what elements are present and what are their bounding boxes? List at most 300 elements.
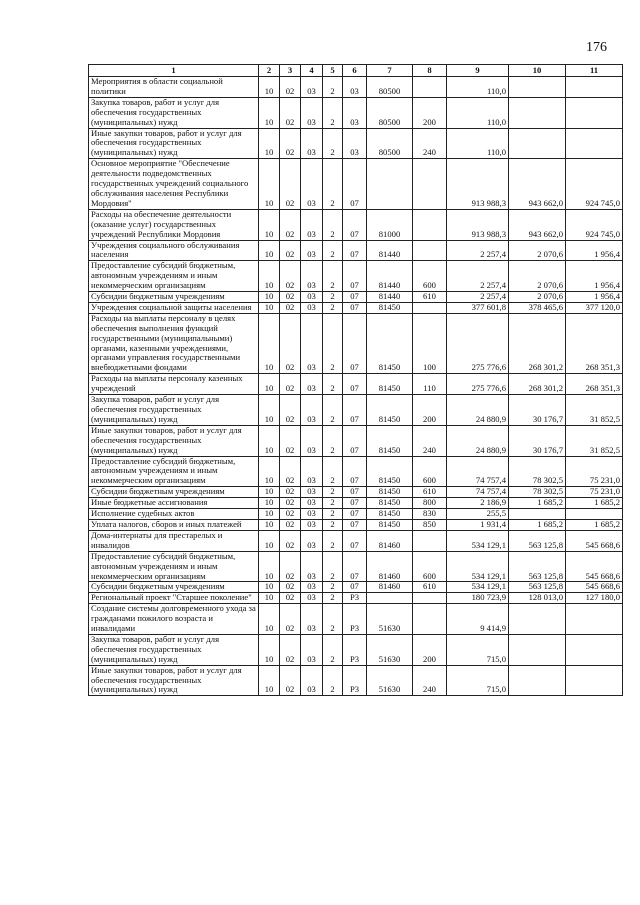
cell-col-11: 924 745,0 — [566, 159, 623, 210]
cell-col-8 — [413, 240, 447, 261]
cell-col-2: 10 — [259, 634, 280, 665]
table-row — [89, 509, 623, 520]
row-label: Закупка товаров, работ и услуг для обеспечения государственных (муниципальных) нужд — [89, 97, 259, 128]
cell-col-5: 2 — [323, 374, 343, 395]
cell-col-9: 534 129,1 — [447, 530, 509, 551]
column-header-1: 1 — [89, 65, 259, 77]
cell-col-10: 563 125,8 — [509, 551, 566, 582]
cell-col-5: 2 — [323, 665, 343, 696]
cell-col-6: 07 — [343, 456, 367, 487]
cell-col-4: 03 — [301, 519, 323, 530]
cell-col-9: 74 757,4 — [447, 487, 509, 498]
cell-col-7: 81440 — [367, 292, 413, 303]
cell-col-10 — [509, 509, 566, 520]
cell-col-10: 1 685,2 — [509, 498, 566, 509]
row-label: Предоставление субсидий бюджетным, автономным учреждениям и иным некоммерческим организациям — [89, 261, 259, 292]
cell-col-9: 24 880,9 — [447, 425, 509, 456]
cell-col-10: 943 662,0 — [509, 209, 566, 240]
cell-col-2: 10 — [259, 374, 280, 395]
cell-col-8: 200 — [413, 395, 447, 426]
table-row — [89, 665, 623, 696]
cell-col-6: Р3 — [343, 604, 367, 635]
cell-col-4: 03 — [301, 582, 323, 593]
cell-col-7: 81440 — [367, 240, 413, 261]
row-label: Создание системы долговременного ухода за гражданами пожилого возраста и инвалидами — [89, 604, 259, 635]
cell-col-2: 10 — [259, 593, 280, 604]
cell-col-6: 07 — [343, 487, 367, 498]
cell-col-8: 610 — [413, 487, 447, 498]
cell-col-5: 2 — [323, 530, 343, 551]
cell-col-8: 610 — [413, 582, 447, 593]
cell-col-2: 10 — [259, 487, 280, 498]
table-row — [89, 634, 623, 665]
cell-col-11: 1 956,4 — [566, 261, 623, 292]
column-header-6: 6 — [343, 65, 367, 77]
cell-col-4: 03 — [301, 487, 323, 498]
row-label: Субсидии бюджетным учреждениям — [89, 292, 259, 303]
cell-col-11: 1 956,4 — [566, 240, 623, 261]
cell-col-9: 275 776,6 — [447, 374, 509, 395]
cell-col-4: 03 — [301, 240, 323, 261]
cell-col-11: 545 668,6 — [566, 582, 623, 593]
cell-col-2: 10 — [259, 128, 280, 159]
cell-col-5: 2 — [323, 582, 343, 593]
row-label: Закупка товаров, работ и услуг для обеспечения государственных (муниципальных) нужд — [89, 634, 259, 665]
cell-col-6: 07 — [343, 159, 367, 210]
cell-col-9: 1 931,4 — [447, 519, 509, 530]
cell-col-3: 02 — [280, 261, 301, 292]
cell-col-8 — [413, 593, 447, 604]
cell-col-9: 534 129,1 — [447, 551, 509, 582]
cell-col-10: 268 301,2 — [509, 313, 566, 373]
cell-col-11: 75 231,0 — [566, 487, 623, 498]
cell-col-5: 2 — [323, 519, 343, 530]
row-label: Предоставление субсидий бюджетным, автономным учреждениям и иным некоммерческим организациям — [89, 456, 259, 487]
row-label: Расходы на выплаты персоналу в целях обеспечения выполнения функций государственными (муниципальными) органами, казенными учреждениями, органами управления государственными внебюджетными фондами — [89, 313, 259, 373]
row-label: Иные закупки товаров, работ и услуг для обеспечения государственных (муниципальных) нужд — [89, 665, 259, 696]
cell-col-8: 200 — [413, 97, 447, 128]
cell-col-11 — [566, 604, 623, 635]
cell-col-2: 10 — [259, 582, 280, 593]
page-number: 176 — [586, 40, 607, 55]
cell-col-11 — [566, 77, 623, 98]
cell-col-9: 110,0 — [447, 128, 509, 159]
cell-col-10 — [509, 97, 566, 128]
row-label: Закупка товаров, работ и услуг для обеспечения государственных (муниципальных) нужд — [89, 395, 259, 426]
cell-col-4: 03 — [301, 551, 323, 582]
cell-col-9: 275 776,6 — [447, 313, 509, 373]
cell-col-8: 200 — [413, 634, 447, 665]
cell-col-11: 1 956,4 — [566, 292, 623, 303]
table-row — [89, 593, 623, 604]
cell-col-9: 2 257,4 — [447, 240, 509, 261]
table-row — [89, 530, 623, 551]
cell-col-11 — [566, 665, 623, 696]
cell-col-5: 2 — [323, 551, 343, 582]
cell-col-4: 03 — [301, 530, 323, 551]
cell-col-2: 10 — [259, 665, 280, 696]
table-row — [89, 551, 623, 582]
cell-col-4: 03 — [301, 128, 323, 159]
cell-col-10: 1 685,2 — [509, 519, 566, 530]
row-label: Предоставление субсидий бюджетным, автономным учреждениям и иным некоммерческим организациям — [89, 551, 259, 582]
column-header-8: 8 — [413, 65, 447, 77]
cell-col-6: 07 — [343, 313, 367, 373]
cell-col-8 — [413, 604, 447, 635]
cell-col-9: 180 723,9 — [447, 593, 509, 604]
cell-col-11: 1 685,2 — [566, 519, 623, 530]
row-label: Иные бюджетные ассигнования — [89, 498, 259, 509]
cell-col-11: 924 745,0 — [566, 209, 623, 240]
cell-col-10 — [509, 128, 566, 159]
cell-col-6: 07 — [343, 519, 367, 530]
cell-col-8: 240 — [413, 665, 447, 696]
cell-col-6: 07 — [343, 551, 367, 582]
cell-col-3: 02 — [280, 487, 301, 498]
cell-col-4: 03 — [301, 425, 323, 456]
column-header-3: 3 — [280, 65, 301, 77]
cell-col-7 — [367, 593, 413, 604]
cell-col-5: 2 — [323, 240, 343, 261]
cell-col-7: 81450 — [367, 509, 413, 520]
cell-col-11: 545 668,6 — [566, 530, 623, 551]
cell-col-11: 127 180,0 — [566, 593, 623, 604]
cell-col-3: 02 — [280, 209, 301, 240]
cell-col-3: 02 — [280, 509, 301, 520]
cell-col-3: 02 — [280, 456, 301, 487]
cell-col-3: 02 — [280, 302, 301, 313]
cell-col-5: 2 — [323, 128, 343, 159]
table-row — [89, 240, 623, 261]
cell-col-6: Р3 — [343, 665, 367, 696]
cell-col-2: 10 — [259, 395, 280, 426]
cell-col-9: 255,5 — [447, 509, 509, 520]
cell-col-7: 81450 — [367, 487, 413, 498]
cell-col-10: 378 465,6 — [509, 302, 566, 313]
cell-col-9: 913 988,3 — [447, 159, 509, 210]
cell-col-3: 02 — [280, 374, 301, 395]
column-header-10: 10 — [509, 65, 566, 77]
cell-col-4: 03 — [301, 313, 323, 373]
cell-col-9: 110,0 — [447, 97, 509, 128]
row-label: Уплата налогов, сборов и иных платежей — [89, 519, 259, 530]
cell-col-2: 10 — [259, 261, 280, 292]
row-label: Основное мероприятие "Обеспечение деятельности подведомственных государственных учреждений социального обслуживания населения Республики Мордовия" — [89, 159, 259, 210]
column-header-7: 7 — [367, 65, 413, 77]
table-body — [89, 77, 623, 696]
cell-col-7: 81460 — [367, 530, 413, 551]
cell-col-11 — [566, 97, 623, 128]
cell-col-10 — [509, 634, 566, 665]
cell-col-5: 2 — [323, 159, 343, 210]
row-label: Субсидии бюджетным учреждениям — [89, 582, 259, 593]
cell-col-9: 110,0 — [447, 77, 509, 98]
cell-col-9: 715,0 — [447, 634, 509, 665]
cell-col-9: 9 414,9 — [447, 604, 509, 635]
cell-col-5: 2 — [323, 487, 343, 498]
cell-col-2: 10 — [259, 551, 280, 582]
cell-col-2: 10 — [259, 313, 280, 373]
cell-col-2: 10 — [259, 302, 280, 313]
table-row — [89, 374, 623, 395]
cell-col-3: 02 — [280, 425, 301, 456]
cell-col-11: 75 231,0 — [566, 456, 623, 487]
cell-col-9: 2 257,4 — [447, 292, 509, 303]
cell-col-8 — [413, 530, 447, 551]
cell-col-8: 100 — [413, 313, 447, 373]
cell-col-7: 81450 — [367, 302, 413, 313]
cell-col-8: 600 — [413, 261, 447, 292]
row-label: Учреждения социального обслуживания населения — [89, 240, 259, 261]
cell-col-4: 03 — [301, 159, 323, 210]
cell-col-5: 2 — [323, 313, 343, 373]
cell-col-3: 02 — [280, 97, 301, 128]
cell-col-4: 03 — [301, 665, 323, 696]
cell-col-10: 2 070,6 — [509, 292, 566, 303]
cell-col-4: 03 — [301, 634, 323, 665]
row-label: Иные закупки товаров, работ и услуг для обеспечения государственных (муниципальных) нужд — [89, 425, 259, 456]
cell-col-8: 600 — [413, 551, 447, 582]
cell-col-3: 02 — [280, 128, 301, 159]
table-row — [89, 604, 623, 635]
cell-col-2: 10 — [259, 456, 280, 487]
column-header-11: 11 — [566, 65, 623, 77]
cell-col-10: 943 662,0 — [509, 159, 566, 210]
table-header-row — [89, 65, 623, 77]
table-row — [89, 313, 623, 373]
column-header-5: 5 — [323, 65, 343, 77]
cell-col-10: 563 125,8 — [509, 582, 566, 593]
cell-col-5: 2 — [323, 509, 343, 520]
cell-col-9: 715,0 — [447, 665, 509, 696]
cell-col-9: 2 257,4 — [447, 261, 509, 292]
cell-col-9: 913 988,3 — [447, 209, 509, 240]
cell-col-3: 02 — [280, 582, 301, 593]
cell-col-4: 03 — [301, 395, 323, 426]
cell-col-9: 24 880,9 — [447, 395, 509, 426]
cell-col-10: 268 301,2 — [509, 374, 566, 395]
table-row — [89, 395, 623, 426]
table-row — [89, 97, 623, 128]
cell-col-5: 2 — [323, 97, 343, 128]
cell-col-5: 2 — [323, 604, 343, 635]
cell-col-9: 377 601,8 — [447, 302, 509, 313]
cell-col-9: 74 757,4 — [447, 456, 509, 487]
row-label: Иные закупки товаров, работ и услуг для обеспечения государственных (муниципальных) нужд — [89, 128, 259, 159]
cell-col-5: 2 — [323, 634, 343, 665]
cell-col-10: 2 070,6 — [509, 261, 566, 292]
cell-col-3: 02 — [280, 551, 301, 582]
cell-col-6: 07 — [343, 209, 367, 240]
table-row — [89, 77, 623, 98]
cell-col-7: 51630 — [367, 665, 413, 696]
cell-col-4: 03 — [301, 77, 323, 98]
row-label: Мероприятия в области социальной политики — [89, 77, 259, 98]
cell-col-4: 03 — [301, 292, 323, 303]
cell-col-6: 07 — [343, 509, 367, 520]
cell-col-4: 03 — [301, 302, 323, 313]
cell-col-11 — [566, 509, 623, 520]
column-header-4: 4 — [301, 65, 323, 77]
cell-col-5: 2 — [323, 209, 343, 240]
cell-col-8: 110 — [413, 374, 447, 395]
cell-col-3: 02 — [280, 530, 301, 551]
cell-col-5: 2 — [323, 292, 343, 303]
column-header-9: 9 — [447, 65, 509, 77]
row-label: Расходы на выплаты персоналу казенных учреждений — [89, 374, 259, 395]
cell-col-8: 610 — [413, 292, 447, 303]
cell-col-3: 02 — [280, 159, 301, 210]
cell-col-2: 10 — [259, 425, 280, 456]
cell-col-7: 80500 — [367, 77, 413, 98]
cell-col-11: 1 685,2 — [566, 498, 623, 509]
cell-col-6: 07 — [343, 292, 367, 303]
cell-col-10 — [509, 665, 566, 696]
cell-col-11: 31 852,5 — [566, 395, 623, 426]
cell-col-8: 240 — [413, 128, 447, 159]
cell-col-7: 81460 — [367, 582, 413, 593]
cell-col-6: 07 — [343, 395, 367, 426]
cell-col-3: 02 — [280, 292, 301, 303]
cell-col-6: 03 — [343, 77, 367, 98]
table-row — [89, 159, 623, 210]
cell-col-2: 10 — [259, 604, 280, 635]
table-row — [89, 302, 623, 313]
budget-table — [88, 64, 623, 696]
cell-col-3: 02 — [280, 604, 301, 635]
cell-col-9: 534 129,1 — [447, 582, 509, 593]
cell-col-7 — [367, 159, 413, 210]
cell-col-10: 30 176,7 — [509, 425, 566, 456]
cell-col-3: 02 — [280, 240, 301, 261]
cell-col-7: 81450 — [367, 313, 413, 373]
table-row — [89, 582, 623, 593]
cell-col-8: 850 — [413, 519, 447, 530]
cell-col-7: 81450 — [367, 374, 413, 395]
cell-col-6: 07 — [343, 302, 367, 313]
cell-col-5: 2 — [323, 498, 343, 509]
cell-col-7: 80500 — [367, 128, 413, 159]
cell-col-11: 268 351,3 — [566, 374, 623, 395]
cell-col-7: 81450 — [367, 425, 413, 456]
cell-col-4: 03 — [301, 209, 323, 240]
cell-col-6: 07 — [343, 498, 367, 509]
cell-col-8 — [413, 159, 447, 210]
cell-col-7: 51630 — [367, 634, 413, 665]
cell-col-7: 81450 — [367, 498, 413, 509]
cell-col-6: 03 — [343, 97, 367, 128]
cell-col-3: 02 — [280, 395, 301, 426]
cell-col-3: 02 — [280, 634, 301, 665]
cell-col-3: 02 — [280, 77, 301, 98]
cell-col-11: 377 120,0 — [566, 302, 623, 313]
cell-col-6: 03 — [343, 128, 367, 159]
cell-col-5: 2 — [323, 456, 343, 487]
cell-col-7: 81440 — [367, 261, 413, 292]
cell-col-5: 2 — [323, 593, 343, 604]
cell-col-8 — [413, 302, 447, 313]
cell-col-10 — [509, 77, 566, 98]
cell-col-7: 81450 — [367, 456, 413, 487]
table-row — [89, 498, 623, 509]
cell-col-4: 03 — [301, 97, 323, 128]
cell-col-2: 10 — [259, 77, 280, 98]
table-row — [89, 292, 623, 303]
cell-col-8 — [413, 77, 447, 98]
table-row — [89, 261, 623, 292]
cell-col-5: 2 — [323, 77, 343, 98]
cell-col-2: 10 — [259, 97, 280, 128]
cell-col-4: 03 — [301, 604, 323, 635]
cell-col-3: 02 — [280, 593, 301, 604]
cell-col-5: 2 — [323, 395, 343, 426]
cell-col-5: 2 — [323, 425, 343, 456]
cell-col-4: 03 — [301, 509, 323, 520]
cell-col-7: 81450 — [367, 519, 413, 530]
cell-col-2: 10 — [259, 509, 280, 520]
cell-col-4: 03 — [301, 498, 323, 509]
row-label: Региональный проект "Старшее поколение" — [89, 593, 259, 604]
row-label: Субсидии бюджетным учреждениям — [89, 487, 259, 498]
cell-col-11: 545 668,6 — [566, 551, 623, 582]
cell-col-10: 563 125,8 — [509, 530, 566, 551]
column-header-2: 2 — [259, 65, 280, 77]
cell-col-2: 10 — [259, 292, 280, 303]
table-row — [89, 519, 623, 530]
cell-col-2: 10 — [259, 498, 280, 509]
cell-col-6: 07 — [343, 261, 367, 292]
cell-col-3: 02 — [280, 665, 301, 696]
cell-col-6: Р3 — [343, 634, 367, 665]
cell-col-6: 07 — [343, 240, 367, 261]
cell-col-8: 240 — [413, 425, 447, 456]
cell-col-3: 02 — [280, 498, 301, 509]
cell-col-2: 10 — [259, 209, 280, 240]
cell-col-4: 03 — [301, 593, 323, 604]
cell-col-6: 07 — [343, 582, 367, 593]
cell-col-11 — [566, 634, 623, 665]
cell-col-4: 03 — [301, 261, 323, 292]
cell-col-11: 31 852,5 — [566, 425, 623, 456]
cell-col-10: 30 176,7 — [509, 395, 566, 426]
cell-col-10: 78 302,5 — [509, 487, 566, 498]
cell-col-2: 10 — [259, 530, 280, 551]
cell-col-9: 2 186,9 — [447, 498, 509, 509]
cell-col-8: 830 — [413, 509, 447, 520]
cell-col-6: 07 — [343, 374, 367, 395]
cell-col-7: 51630 — [367, 604, 413, 635]
row-label: Расходы на обеспечение деятельности (оказание услуг) государственных учреждений Республики Мордовия — [89, 209, 259, 240]
table-row — [89, 456, 623, 487]
cell-col-6: 07 — [343, 425, 367, 456]
cell-col-2: 10 — [259, 519, 280, 530]
table-row — [89, 425, 623, 456]
cell-col-8: 800 — [413, 498, 447, 509]
cell-col-10: 128 013,0 — [509, 593, 566, 604]
cell-col-2: 10 — [259, 240, 280, 261]
cell-col-3: 02 — [280, 519, 301, 530]
cell-col-10: 78 302,5 — [509, 456, 566, 487]
cell-col-8: 600 — [413, 456, 447, 487]
cell-col-11: 268 351,3 — [566, 313, 623, 373]
cell-col-7: 81000 — [367, 209, 413, 240]
cell-col-7: 81460 — [367, 551, 413, 582]
table-row — [89, 487, 623, 498]
cell-col-7: 80500 — [367, 97, 413, 128]
table-row — [89, 209, 623, 240]
cell-col-5: 2 — [323, 302, 343, 313]
cell-col-11 — [566, 128, 623, 159]
